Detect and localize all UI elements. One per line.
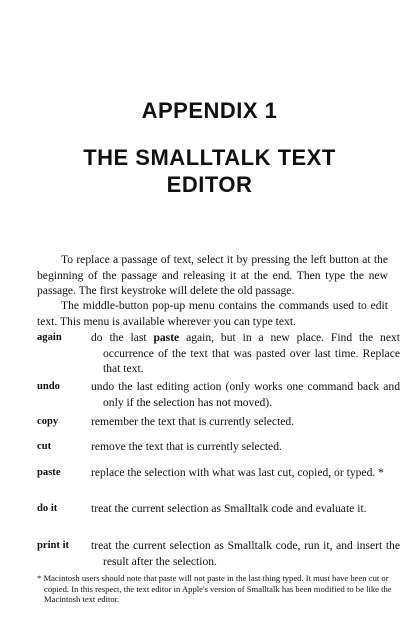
command-name: paste: [37, 467, 61, 478]
intro-paragraph-2: The middle-button pop-up menu contains the commands used to edit text. This menu is available wherever you can type text.: [37, 299, 388, 328]
command-name: print it: [37, 540, 70, 551]
command-description: treat the current selection as Smalltalk code, run it, and insert the result after the selection.: [91, 539, 400, 568]
command-name: do it: [37, 503, 58, 514]
command-description: remove the text that is currently selected.: [91, 440, 282, 453]
chapter-title-line-2: EDITOR: [166, 172, 253, 197]
command-description-text: do the last: [91, 331, 154, 344]
command-name: copy: [37, 416, 59, 427]
command-description: treat the current selection as Smalltalk code and evaluate it.: [91, 502, 367, 515]
command-reference-paste: paste: [153, 331, 180, 344]
command-name: again: [37, 332, 62, 343]
intro-paragraph-1: To replace a passage of text, select it by pressing the left button at the beginning of the passage and releasing it at the end. Then type the new passage. The first keystroke will delete the old passage.: [37, 253, 388, 297]
chapter-title-line-1: THE SMALLTALK TEXT: [83, 145, 336, 170]
command-description: undo the last editing action (only works one command back and only if the selection has not moved).: [91, 380, 400, 409]
command-description: [91, 330, 400, 377]
command-name: cut: [37, 441, 52, 452]
command-description: replace the selection with what was last cut, copied, or typed. *: [91, 466, 384, 479]
command-description: remember the text that is currently selected.: [91, 415, 295, 428]
appendix-heading: APPENDIX 1: [141, 98, 278, 123]
command-name: undo: [37, 381, 60, 392]
footnote: * Macintosh users should note that paste will not paste in the last thing typed. It must have been cut or copied. In this respect, the text editor in Apple's version of Smalltalk has been modified to be like the Macintosh text editor.: [37, 573, 392, 604]
command-description-text: again, but in a new place. Find the next occurrence of the text that was pasted over last time. Replace that text.: [103, 331, 400, 375]
